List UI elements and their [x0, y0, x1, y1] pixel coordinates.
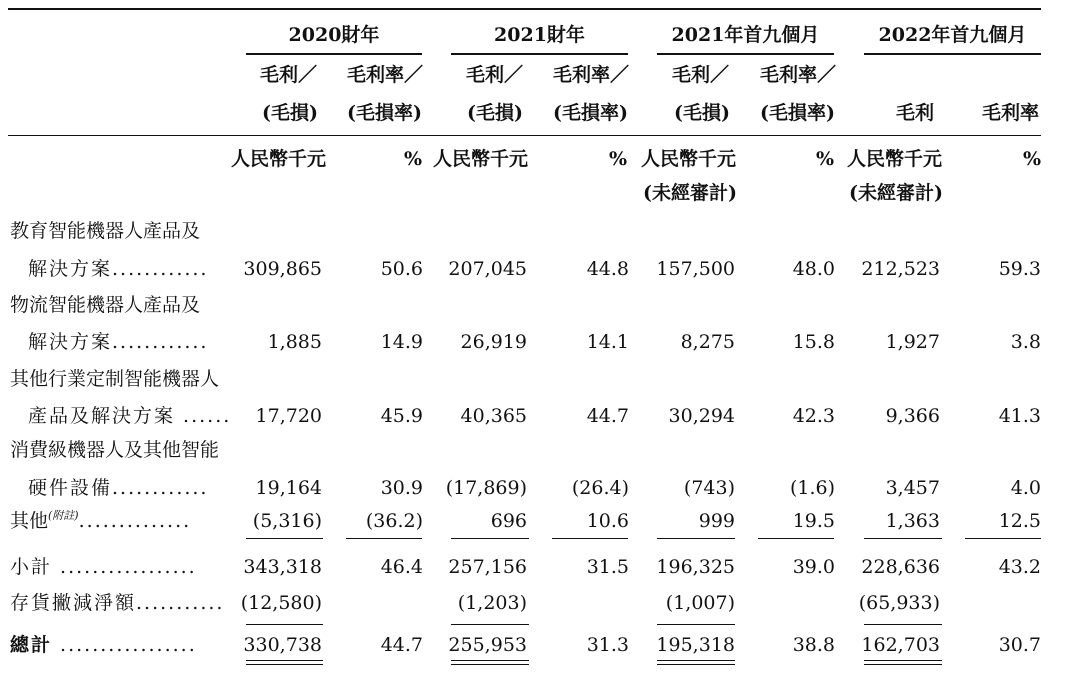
rule-total-9m22-a [864, 660, 942, 661]
cell-row2-gm-9m21: 42.3 [792, 405, 835, 427]
cell-row2-gm-2021: 44.7 [586, 405, 629, 427]
period-header-2021: 2021財年 [494, 24, 585, 46]
row-label-0-line2: 解決方案............ [28, 258, 209, 280]
cell-row3-gm-9m22: 4.0 [1010, 477, 1041, 499]
cell-writedown-gp-9m22: (65,933) [858, 592, 940, 614]
rule-other-9m22-gm [965, 538, 1041, 539]
rule-total-2021-a [451, 660, 529, 661]
cell-row0-gm-9m21: 48.0 [792, 258, 835, 280]
cell-row4-gp-9m22: 1,363 [885, 510, 940, 532]
period-rule-2022-9m [864, 53, 1041, 55]
unit-pct-9m22: % [1022, 148, 1041, 170]
cell-row4-gm-2020: (36.2) [365, 510, 423, 532]
cell-total-gm-2020: 44.7 [380, 634, 423, 656]
unit-unaudited-9m22: (未經審計) [849, 182, 943, 204]
cell-subtotal-gp-2020: 343,318 [243, 556, 322, 578]
rule-writedown-2021 [451, 624, 529, 625]
subheader-gp-2020-l1: 毛利／ [260, 64, 318, 86]
period-rule-2021-9m [657, 53, 834, 55]
subheader-gp-9m22: 毛利 [896, 102, 935, 124]
row-label-2-line2: 產品及解決方案 ...... [28, 405, 232, 427]
top-rule [8, 8, 1041, 10]
footnote-marker: (附註) [48, 509, 79, 522]
cell-row1-gp-2021: 26,919 [460, 331, 527, 353]
rule-other-2020-gm [346, 538, 422, 539]
unit-pct-9m21: % [815, 148, 834, 170]
cell-row1-gp-9m22: 1,927 [885, 331, 940, 353]
cell-row2-gm-2020: 45.9 [380, 405, 423, 427]
cell-row0-gp-2021: 207,045 [448, 258, 527, 280]
cell-row0-gm-9m22: 59.3 [998, 258, 1041, 280]
row-label-3-line2: 硬件設備............ [28, 477, 209, 499]
rule-other-9m21-gm [758, 538, 834, 539]
subheader-gm-9m21-l1: 毛利率／ [760, 64, 837, 86]
cell-total-gp-2021: 255,953 [448, 634, 527, 656]
row-label-1-line1: 物流智能機器人產品及 [10, 294, 201, 316]
subheader-gm-9m21-l2: (毛損率) [760, 102, 835, 124]
rule-writedown-2020 [246, 624, 323, 625]
cell-row1-gm-2020: 14.9 [380, 331, 423, 353]
cell-total-gp-9m21: 195,318 [656, 634, 735, 656]
rule-total-9m21-b [657, 664, 735, 665]
row-label-0-line1: 教育智能機器人產品及 [10, 220, 201, 242]
row-label-subtotal: 小計 ................. [10, 556, 197, 578]
subheader-gm-9m22: 毛利率 [982, 102, 1040, 124]
cell-row3-gp-2021: (17,869) [445, 477, 527, 499]
cell-row3-gp-9m22: 3,457 [885, 477, 940, 499]
cell-total-gp-2020: 330,738 [243, 634, 322, 656]
cell-subtotal-gp-9m21: 196,325 [656, 556, 735, 578]
header-rule [8, 135, 1041, 136]
subheader-gp-9m21-l2: (毛損) [674, 102, 730, 124]
rule-other-2021-gm [552, 538, 628, 539]
cell-total-gm-9m22: 30.7 [998, 634, 1041, 656]
row-label-total-leader: ................. [52, 634, 197, 656]
cell-row1-gm-9m21: 15.8 [792, 331, 835, 353]
cell-row4-gp-9m21: 999 [698, 510, 735, 532]
cell-row4-gp-2020: (5,316) [252, 510, 322, 532]
rule-other-9m22-gp [864, 538, 942, 539]
cell-row0-gp-9m22: 212,523 [861, 258, 940, 280]
row-label-leader: .............. [78, 510, 192, 532]
rule-writedown-9m22 [864, 624, 942, 625]
cell-row3-gm-2021: (26.4) [571, 477, 629, 499]
row-label-total [10, 636, 197, 655]
cell-subtotal-gm-9m21: 39.0 [792, 556, 835, 578]
cell-total-gm-2021: 31.3 [586, 634, 629, 656]
rule-total-9m21-a [657, 660, 735, 661]
subheader-gp-2021-l2: (毛損) [467, 102, 523, 124]
rule-other-2020-gp [246, 538, 323, 539]
rule-total-2020-b [246, 664, 323, 665]
cell-writedown-gp-2020: (12,580) [240, 592, 322, 614]
unit-rmb-9m22: 人民幣千元 [847, 148, 943, 170]
period-header-2022-9m: 2022年首九個月 [878, 24, 1027, 46]
period-header-2020: 2020財年 [288, 24, 380, 46]
row-label-2-line1: 其他行業定制智能機器人 [10, 368, 220, 390]
cell-row2-gm-9m22: 41.3 [998, 405, 1041, 427]
cell-row2-gp-2021: 40,365 [460, 405, 527, 427]
subheader-gp-2020-l2: (毛損) [262, 102, 318, 124]
row-label-writedown: 存貨撇減淨額........... [10, 592, 225, 614]
cell-row4-gp-2021: 696 [490, 510, 527, 532]
cell-row3-gm-2020: 30.9 [380, 477, 423, 499]
cell-row0-gm-2020: 50.6 [380, 258, 423, 280]
cell-row1-gp-9m21: 8,275 [680, 331, 735, 353]
cell-subtotal-gm-9m22: 43.2 [998, 556, 1041, 578]
subheader-gm-2021-l2: (毛損率) [553, 102, 628, 124]
cell-row0-gp-9m21: 157,500 [656, 258, 735, 280]
cell-row3-gm-9m21: (1.6) [789, 477, 835, 499]
cell-subtotal-gm-2021: 31.5 [586, 556, 629, 578]
row-label-3-line1: 消費級機器人及其他智能 [10, 439, 220, 461]
period-rule-2020 [246, 53, 422, 55]
subheader-gm-2021-l1: 毛利率／ [553, 64, 630, 86]
cell-subtotal-gp-9m22: 228,636 [861, 556, 940, 578]
period-rule-2021 [451, 53, 628, 55]
cell-row1-gp-2020: 1,885 [267, 331, 322, 353]
rule-total-9m22-b [864, 664, 942, 665]
rule-writedown-9m21 [657, 624, 735, 625]
row-label-total-text: 總計 [10, 634, 53, 656]
unit-pct-2021: % [608, 148, 627, 170]
subheader-gp-9m21-l1: 毛利／ [672, 64, 730, 86]
rule-other-2021-gp [451, 538, 529, 539]
cell-writedown-gp-2021: (1,203) [457, 592, 527, 614]
subheader-gp-2021-l1: 毛利／ [466, 64, 524, 86]
cell-row2-gp-9m21: 30,294 [668, 405, 735, 427]
cell-row1-gm-9m22: 3.8 [1010, 331, 1041, 353]
cell-row3-gp-9m21: (743) [683, 477, 735, 499]
subheader-gm-2020-l1: 毛利率／ [347, 64, 424, 86]
unit-rmb-9m21: 人民幣千元 [641, 148, 737, 170]
period-header-2021-9m: 2021年首九個月 [671, 24, 820, 46]
cell-writedown-gp-9m21: (1,007) [665, 592, 735, 614]
cell-total-gm-9m21: 38.8 [792, 634, 835, 656]
unit-unaudited-9m21: (未經審計) [643, 182, 737, 204]
cell-row3-gp-2020: 19,164 [255, 477, 322, 499]
cell-row1-gm-2021: 14.1 [586, 331, 629, 353]
rule-other-9m21-gp [657, 538, 735, 539]
cell-row2-gp-9m22: 9,366 [885, 405, 940, 427]
cell-row4-gm-2021: 10.6 [586, 510, 629, 532]
rule-total-2021-b [451, 664, 529, 665]
subheader-gm-2020-l2: (毛損率) [347, 102, 422, 124]
cell-subtotal-gm-2020: 46.4 [380, 556, 423, 578]
cell-subtotal-gp-2021: 257,156 [448, 556, 527, 578]
rule-total-2020-a [246, 660, 323, 661]
row-label-other [10, 509, 192, 532]
cell-total-gp-9m22: 162,703 [861, 634, 940, 656]
unit-rmb-2021: 人民幣千元 [433, 148, 529, 170]
cell-row2-gp-2020: 17,720 [255, 405, 322, 427]
cell-row4-gm-9m22: 12.5 [998, 510, 1041, 532]
row-label-1-line2: 解決方案............ [28, 331, 209, 353]
unit-pct-2020: % [403, 148, 422, 170]
cell-row0-gp-2020: 309,865 [243, 258, 322, 280]
cell-row0-gm-2021: 44.8 [586, 258, 629, 280]
cell-row4-gm-9m21: 19.5 [792, 510, 835, 532]
row-label-other-text: 其他 [10, 510, 49, 532]
unit-rmb-2020: 人民幣千元 [231, 148, 327, 170]
